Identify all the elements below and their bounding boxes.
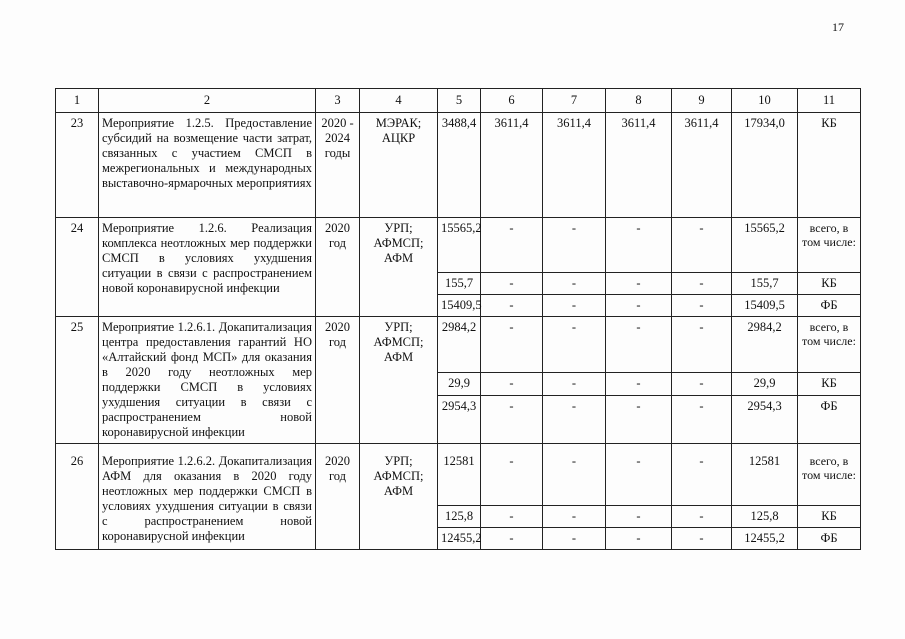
value-cell: 2984,2 xyxy=(438,317,481,373)
value-cell: - xyxy=(672,295,732,317)
value-cell: 3611,4 xyxy=(481,113,543,218)
table-row xyxy=(56,218,861,273)
total-cell: 17934,0 xyxy=(732,113,798,218)
funding-source: ФБ xyxy=(798,528,861,550)
row-executor: УРП; АФМСП; АФМ xyxy=(360,444,438,550)
total-cell: 12455,2 xyxy=(732,528,798,550)
row-period: 2020 - 2024 годы xyxy=(316,113,360,218)
row-period: 2020 год xyxy=(316,317,360,444)
value-cell: - xyxy=(543,528,606,550)
value-cell: - xyxy=(672,444,732,506)
value-cell: - xyxy=(543,395,606,443)
value-cell: - xyxy=(606,373,672,396)
funding-source: всего, в том числе: xyxy=(798,317,861,373)
col-header: 3 xyxy=(316,89,360,113)
value-cell: - xyxy=(606,444,672,506)
value-cell: - xyxy=(606,218,672,273)
value-cell: - xyxy=(481,373,543,396)
value-cell: - xyxy=(672,528,732,550)
col-header: 2 xyxy=(99,89,316,113)
row-description: Мероприятие 1.2.5. Предоставление субсидий на возмещение части затрат, связанных с участием СМСП в межрегиональных и международных выставочно-ярмарочных мероприятиях xyxy=(99,113,316,218)
value-cell: - xyxy=(672,273,732,295)
value-cell: 2954,3 xyxy=(438,395,481,443)
table-row xyxy=(56,444,861,506)
page-number: 17 xyxy=(832,20,844,34)
row-number: 25 xyxy=(56,317,99,444)
table-row xyxy=(56,317,861,373)
total-cell: 2984,2 xyxy=(732,317,798,373)
table-row xyxy=(56,113,861,218)
total-cell: 15565,2 xyxy=(732,218,798,273)
funding-source: ФБ xyxy=(798,395,861,443)
col-header: 1 xyxy=(56,89,99,113)
value-cell: - xyxy=(606,506,672,528)
value-cell: - xyxy=(672,317,732,373)
col-header: 11 xyxy=(798,89,861,113)
value-cell: 3611,4 xyxy=(672,113,732,218)
row-period: 2020 год xyxy=(316,218,360,317)
funding-source: КБ xyxy=(798,113,861,218)
value-cell: 12581 xyxy=(438,444,481,506)
value-cell: - xyxy=(606,395,672,443)
value-cell: - xyxy=(481,444,543,506)
value-cell: - xyxy=(606,317,672,373)
total-cell: 15409,5 xyxy=(732,295,798,317)
value-cell: 12455,2 xyxy=(438,528,481,550)
row-period: 2020 год xyxy=(316,444,360,550)
value-cell: - xyxy=(543,273,606,295)
value-cell: - xyxy=(481,506,543,528)
col-header: 9 xyxy=(672,89,732,113)
value-cell: - xyxy=(606,528,672,550)
row-description: Мероприятие 1.2.6.2. Докапитализация АФМ для оказания в 2020 году неотложных мер поддержки СМСП в условиях ухудшения ситуации в связи с распространением новой коронавирусной инфекции xyxy=(99,444,316,550)
value-cell: - xyxy=(543,506,606,528)
col-header: 7 xyxy=(543,89,606,113)
value-cell: - xyxy=(543,444,606,506)
row-description: Мероприятие 1.2.6. Реализация комплекса неотложных мер поддержки СМСП в условиях ухудшения ситуации в связи с распространением новой коронавирусной инфекции xyxy=(99,218,316,317)
value-cell: - xyxy=(543,218,606,273)
row-number: 24 xyxy=(56,218,99,317)
total-cell: 155,7 xyxy=(732,273,798,295)
value-cell: 3488,4 xyxy=(438,113,481,218)
total-cell: 2954,3 xyxy=(732,395,798,443)
row-description: Мероприятие 1.2.6.1. Докапитализация центра предоставления гарантий НО «Алтайский фонд МСП» для оказания в 2020 году неотложных мер поддержки СМСП в условиях ухудшения ситуации в связи с распространением новой коронавирусной инфекции xyxy=(99,317,316,444)
row-number: 26 xyxy=(56,444,99,550)
funding-source: КБ xyxy=(798,506,861,528)
row-number: 23 xyxy=(56,113,99,218)
value-cell: 29,9 xyxy=(438,373,481,396)
total-cell: 12581 xyxy=(732,444,798,506)
value-cell: - xyxy=(543,295,606,317)
col-header: 8 xyxy=(606,89,672,113)
col-header: 10 xyxy=(732,89,798,113)
total-cell: 29,9 xyxy=(732,373,798,396)
value-cell: - xyxy=(481,218,543,273)
row-executor: УРП; АФМСП; АФМ xyxy=(360,317,438,444)
value-cell: - xyxy=(606,273,672,295)
value-cell: - xyxy=(672,218,732,273)
funding-source: КБ xyxy=(798,373,861,396)
value-cell: 155,7 xyxy=(438,273,481,295)
row-executor: УРП; АФМСП; АФМ xyxy=(360,218,438,317)
col-header: 6 xyxy=(481,89,543,113)
value-cell: - xyxy=(672,373,732,396)
value-cell: 3611,4 xyxy=(606,113,672,218)
value-cell: - xyxy=(481,395,543,443)
value-cell: 15565,2 xyxy=(438,218,481,273)
value-cell: 125,8 xyxy=(438,506,481,528)
value-cell: - xyxy=(481,295,543,317)
col-header: 5 xyxy=(438,89,481,113)
value-cell: - xyxy=(481,317,543,373)
funding-source: КБ xyxy=(798,273,861,295)
value-cell: 15409,5 xyxy=(438,295,481,317)
value-cell: 3611,4 xyxy=(543,113,606,218)
funding-source: всего, в том числе: xyxy=(798,218,861,273)
value-cell: - xyxy=(481,273,543,295)
funding-source: всего, в том числе: xyxy=(798,444,861,506)
col-header: 4 xyxy=(360,89,438,113)
value-cell: - xyxy=(543,373,606,396)
value-cell: - xyxy=(543,317,606,373)
value-cell: - xyxy=(606,295,672,317)
value-cell: - xyxy=(672,506,732,528)
header-row xyxy=(56,89,861,113)
program-table xyxy=(55,88,861,550)
row-executor: МЭРАК; АЦКР xyxy=(360,113,438,218)
total-cell: 125,8 xyxy=(732,506,798,528)
value-cell: - xyxy=(481,528,543,550)
funding-source: ФБ xyxy=(798,295,861,317)
value-cell: - xyxy=(672,395,732,443)
